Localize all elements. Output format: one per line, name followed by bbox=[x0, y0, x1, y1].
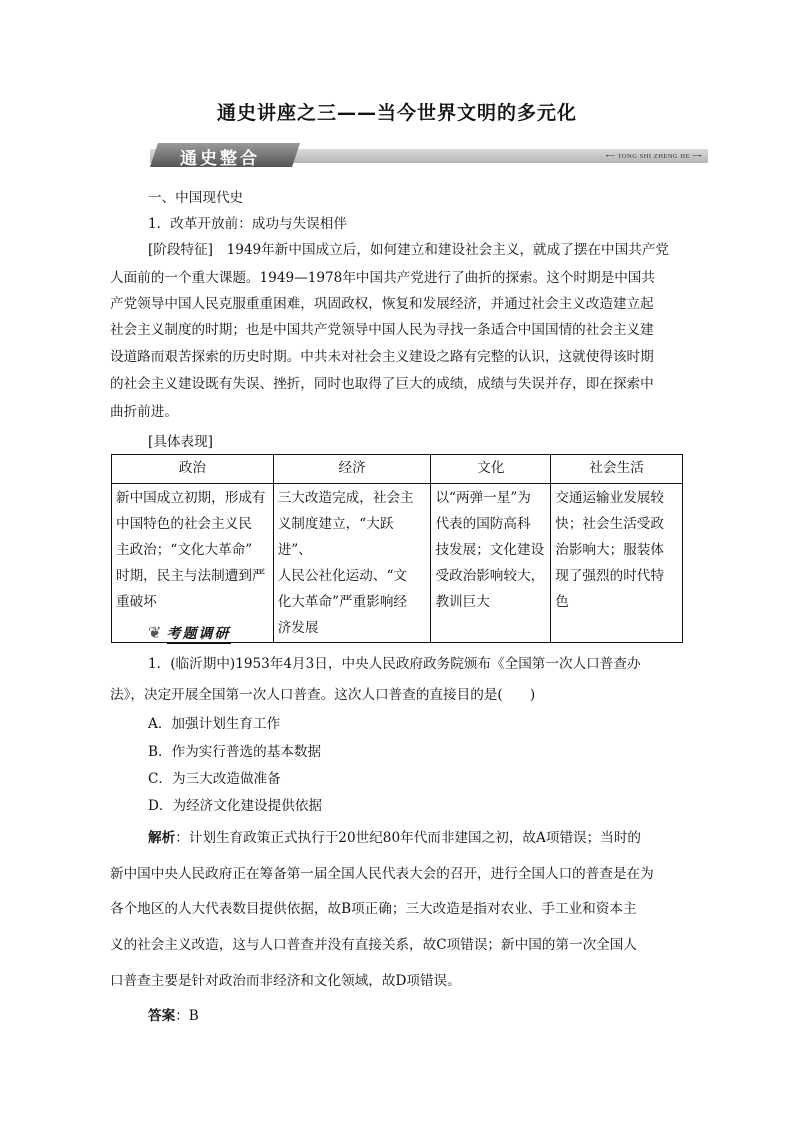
table-header: 政治 bbox=[112, 455, 274, 484]
stage-line: 人面前的一个重大课题。1949—1978年中国共产党进行了曲折的探索。这个时期是中国共 bbox=[110, 270, 655, 286]
option-d: D．为经济文化建设提供依据 bbox=[148, 798, 323, 814]
answer-line bbox=[148, 1004, 688, 1024]
table-header-row bbox=[112, 455, 683, 484]
analysis-line: 各个地区的人大代表数目提供依据，故B项正确；三大改造是指对农业、手工业和资本主 bbox=[110, 901, 637, 917]
option-a: A．加强计划生育工作 bbox=[148, 716, 281, 732]
analysis-line: 新中国中央人民政府正在筹备第一届全国人民代表大会的召开，进行全国人口的普查是在为 bbox=[110, 866, 654, 882]
specific-label: [具体表现] bbox=[148, 434, 213, 450]
table-header: 社会生活 bbox=[551, 455, 683, 484]
analysis-line: 义的社会主义改造，这与人口普查并没有直接关系，故C项错误；新中国的第一次全国人 bbox=[110, 937, 637, 953]
analysis-label: 解析 bbox=[148, 830, 176, 846]
analysis-line: 解析：计划生育政策正式执行于20世纪80年代而非建国之初，故A项错误；当时的 bbox=[148, 830, 642, 846]
stage-line: 设道路而艰苦探索的历史时期。中共未对社会主义建设之路有完整的认识，这就使得该时期 bbox=[110, 349, 654, 365]
table-cell-social-life: 交通运输业发展较 快；社会生活受政 治影响大；服装体 现了强烈的时代特 色 bbox=[551, 484, 683, 643]
stage-line: 社会主义制度的时期；也是中国共产党领导中国人民为寻找一条适合中国国情的社会主义建 bbox=[110, 322, 654, 338]
option-c: C．为三大改造做准备 bbox=[148, 771, 281, 787]
banner-label: 通史整合 bbox=[180, 149, 260, 169]
table-row bbox=[112, 484, 683, 643]
answer-value: ：B bbox=[175, 1008, 199, 1024]
table-cell-politics: 新中国成立初期，形成有 中国特色的社会主义民 主政治；“文化大革命” 时期，民主与法制遭到严 重破坏 bbox=[112, 484, 274, 643]
table-cell-culture: 以“两弹一星”为 代表的国防高科 技发展；文化建设 受政治影响较大， 教训巨大 bbox=[431, 484, 551, 643]
exam-research-heading bbox=[148, 622, 231, 644]
analysis-line: 口普查主要是针对政治而非经济和文化领域，故D项错误。 bbox=[110, 973, 461, 989]
stage-line: 曲折前进。 bbox=[110, 404, 178, 420]
sub-heading: 1．改革开放前：成功与失误相伴 bbox=[148, 216, 347, 232]
comparison-table bbox=[111, 454, 683, 643]
stage-line: [阶段特征] 1949年新中国成立后，如何建立和建设社会主义，就成了摆在中国共产党 bbox=[148, 242, 669, 258]
option-b: B．作为实行普选的基本数据 bbox=[148, 744, 322, 760]
section-banner bbox=[150, 143, 708, 167]
page-title: 通史讲座之三——当今世界文明的多元化 bbox=[216, 102, 577, 124]
stage-line: 的社会主义建设既有失误、挫折，同时也取得了巨大的成绩，成绩与失误并存，即在探索中 bbox=[110, 376, 654, 392]
table-header: 经济 bbox=[273, 455, 431, 484]
section-heading: 一、中国现代史 bbox=[148, 190, 244, 206]
question-stem: 1．(临沂期中)1953年4月3日，中央人民政府政务院颁布《全国第一次人口普查办 bbox=[148, 656, 641, 672]
banner-pinyin: ⟵ TONG SHI ZHENG HE ⟶ bbox=[605, 153, 702, 160]
exam-research-label: 考题调研 bbox=[166, 625, 231, 642]
answer-label: 答案 bbox=[148, 1008, 176, 1024]
table-cell-economy: 三大改造完成，社会主 义制度建立，“大跃进”、 人民公社化运动、“文 化大革命”严重影响经 济发展 bbox=[273, 484, 431, 643]
stage-line: 产党领导中国人民克服重重困难，巩固政权，恢复和发展经济，并通过社会主义改造建立起 bbox=[110, 296, 654, 312]
question-stem: 法》，决定开展全国第一次人口普查。这次人口普查的直接目的是( ) bbox=[110, 687, 536, 703]
table-header: 文化 bbox=[431, 455, 551, 484]
swirl-icon: ❦ bbox=[148, 623, 162, 642]
